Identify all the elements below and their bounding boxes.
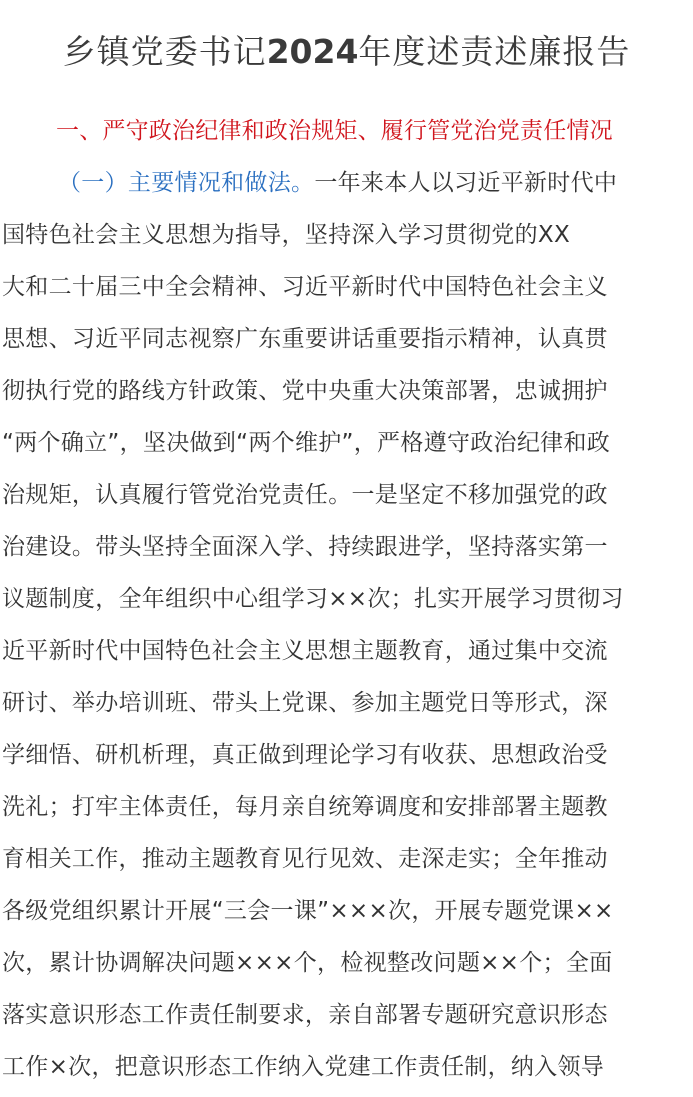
paragraph-line: 学细悟、研机析理，真正做到理论学习有收获、思想政治受 [2,742,608,768]
paragraph-line: 国特色社会主义思想为指导，坚持深入学习贯彻党的XX [2,222,571,248]
paragraph-line: 工作×次，把意识形态工作纳入党建工作责任制，纳入领导 [2,1054,605,1080]
paragraph-line: 研讨、举办培训班、带头上党课、参加主题党日等形式，深 [2,690,608,716]
line-text: 一年来本人以习近平新时代中 [314,170,618,196]
paragraph-line: 治建设。带头坚持全面深入学、持续跟进学，坚持落实第一 [2,534,608,560]
document-title [0,28,693,76]
title-suffix: 年度述责述廉报告 [358,32,631,71]
title-year: 2024 [266,32,359,71]
paragraph-line: 洗礼；打牢主体责任，每月亲自统筹调度和安排部署主题教 [2,794,608,820]
paragraph-line: 思想、习近平同志视察广东重要讲话重要指示精神，认真贯 [2,326,608,352]
title-prefix: 乡镇党委书记 [62,32,267,71]
paragraph-line: “两个确立”，坚决做到“两个维护”，严格遵守政治纪律和政 [2,430,611,456]
paragraph-line: 治规矩，认真履行管党治党责任。一是坚定不移加强党的政 [2,482,608,508]
paragraph-line: 次，累计协调解决问题×××个，检视整改问题××个；全面 [2,950,613,976]
paragraph-line: 大和二十届三中全会精神、习近平新时代中国特色社会主义 [2,274,608,300]
paragraph-line: 彻执行党的路线方针政策、党中央重大决策部署，忠诚拥护 [2,378,608,404]
sub-heading: （一）主要情况和做法。 [58,170,315,196]
body-paragraph [2,157,691,1093]
section-heading: 一、严守政治纪律和政治规矩、履行管党治党责任情况 [56,118,613,144]
paragraph-line: 议题制度，全年组织中心组学习××次；扎实开展学习贯彻习 [2,586,624,612]
paragraph-line: 育相关工作，推动主题教育见行见效、走深走实；全年推动 [2,846,608,872]
paragraph-line: 落实意识形态工作责任制要求，亲自部署专题研究意识形态 [2,1002,608,1028]
paragraph-line: 各级党组织累计开展“三会一课”×××次，开展专题党课×× [2,898,614,924]
paragraph-line: 近平新时代中国特色社会主义思想主题教育，通过集中交流 [2,638,608,664]
paragraph-line [2,157,691,209]
